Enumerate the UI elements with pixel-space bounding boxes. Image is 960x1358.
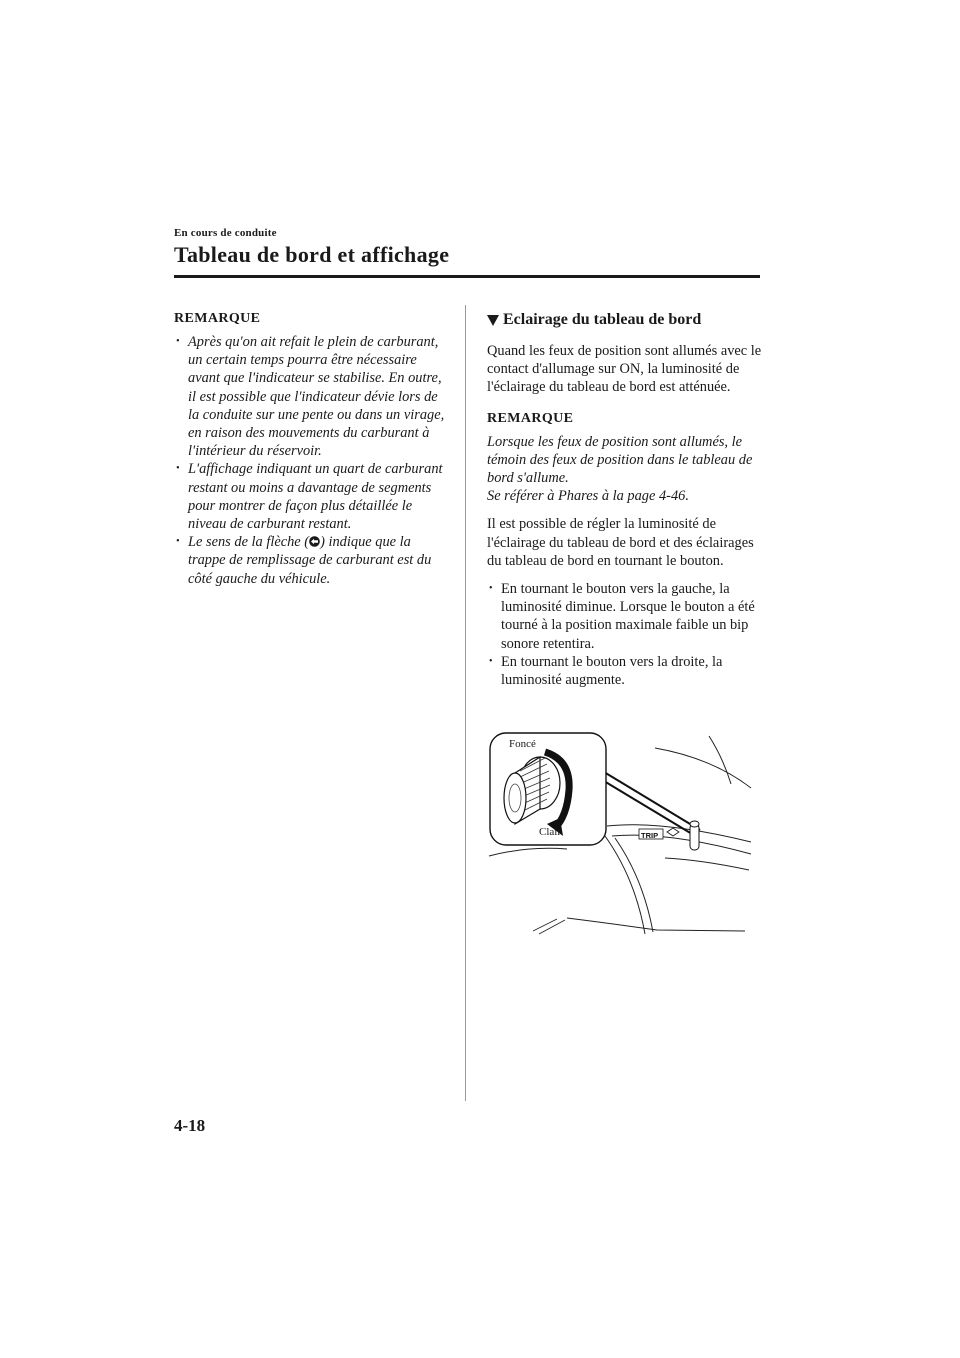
bullet-list — [487, 580, 762, 689]
section-heading-text: Eclairage du tableau de bord — [503, 311, 702, 328]
bullet-text: En tournant le bouton vers la droite, la luminosité augmente. — [501, 653, 723, 689]
paragraph: Il est possible de régler la luminosité de l'éclairage du tableau de bord et des éclairages du tableau de bord en tournant le bouton. — [487, 516, 754, 569]
bullet-dot: • — [176, 536, 180, 548]
trip-label: TRIP — [641, 831, 659, 840]
section-heading — [487, 311, 762, 329]
note-bullet-text-end: ) indique que la trappe de remplissage de carburant est du côté gauche du véhicule. — [188, 534, 432, 587]
bullet-dot: • — [176, 463, 180, 475]
fuel-door-arrow-icon — [309, 536, 320, 547]
list-item — [487, 653, 762, 689]
list-item — [174, 533, 446, 588]
note-bullet-text: L'affichage indiquant un quart de carburant restant ou moins a davantage de segments pour montrer de façon plus détaillée le niveau de carburant restant. — [188, 461, 443, 533]
column-divider — [465, 305, 466, 1101]
right-column — [487, 311, 762, 689]
note-reference: Se référer à Phares à la page 4-46. — [487, 488, 689, 505]
header-rule — [174, 275, 760, 278]
list-item — [174, 460, 446, 533]
list-item — [487, 580, 762, 653]
note-title: REMARQUE — [174, 311, 261, 326]
page-title: Tableau de bord et affichage — [174, 242, 450, 267]
section-label: En cours de conduite — [174, 227, 277, 239]
dimmer-knob-illustration — [487, 728, 752, 936]
dark-label: Foncé — [509, 738, 536, 750]
triangle-marker-icon — [487, 315, 499, 326]
page-number: 4-18 — [174, 1116, 206, 1135]
note-title: REMARQUE — [487, 410, 574, 426]
note-bullet-list — [174, 333, 446, 588]
left-column — [174, 311, 446, 588]
bullet-dot: • — [176, 336, 180, 347]
note-bullet-text-start: Le sens de la flèche ( — [188, 534, 310, 551]
bullet-text: En tournant le bouton vers la gauche, la luminosité diminue. Lorsque le bouton a été tourné à la position maximale faible un bip sonore retentira. — [501, 581, 755, 652]
list-item — [174, 333, 446, 460]
dashboard-dimmer-drawing — [487, 728, 752, 936]
paragraph: Quand les feux de position sont allumés avec le contact d'allumage sur ON, la luminosité de l'éclairage du tableau de bord est atténuée. — [487, 343, 762, 396]
note-bullet-text: Après qu'on ait refait le plein de carburant, un certain temps pourra être nécessaire avant que l'indicateur se stabilise. En outre, il est possible que l'indicateur dévie lors de la conduite sur une pente ou dans un virage, en raison des mouvements du carburant à l'intérieur du réservoir. — [188, 334, 445, 460]
bullet-dot: • — [489, 583, 493, 595]
light-label: Clair — [539, 826, 561, 838]
bullet-dot: • — [489, 655, 493, 667]
note-text: Lorsque les feux de position sont allumés, le témoin des feux de position dans le tableau de bord s'allume. — [487, 433, 753, 487]
